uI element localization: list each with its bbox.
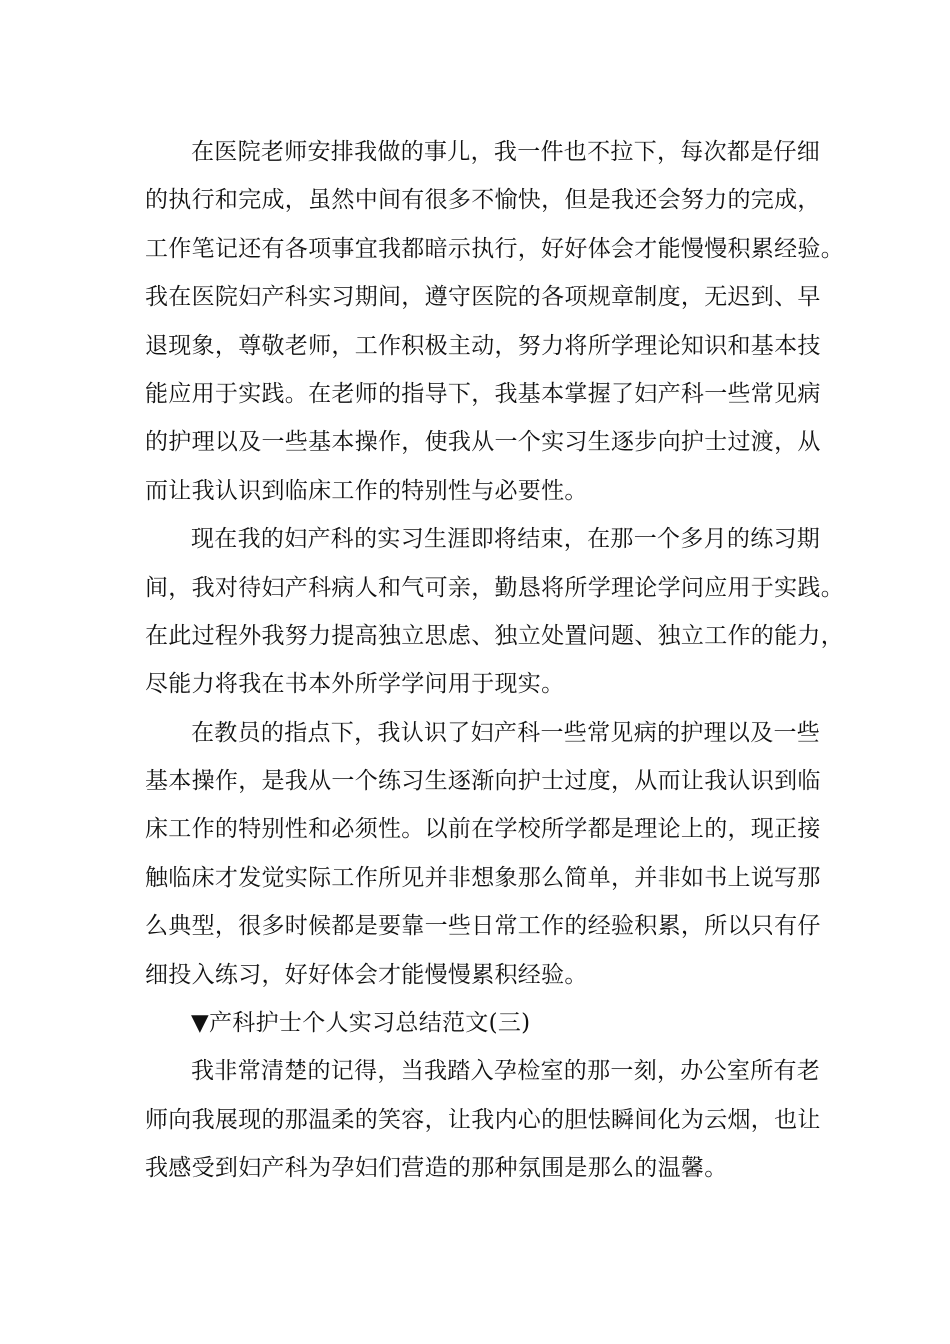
text-line: 能应用于实践。在老师的指导下，我基本掌握了妇产科一些常见病	[145, 380, 821, 407]
text-line: ▼产科护士个人实习总结范文(三)	[191, 1010, 531, 1037]
text-line: 的执行和完成，虽然中间有很多不愉快，但是我还会努力的完成，	[145, 187, 821, 214]
text-line: 退现象，尊敬老师，工作积极主动，努力将所学理论知识和基本技	[145, 332, 821, 359]
text-line: 么典型，很多时候都是要靠一些日常工作的经验积累，所以只有仔	[145, 913, 821, 940]
text-line: 而让我认识到临床工作的特别性与必要性。	[145, 477, 588, 504]
text-line: 我感受到妇产科为孕妇们营造的那种氛围是那么的温馨。	[145, 1155, 728, 1182]
text-line: 尽能力将我在书本外所学学问用于现实。	[145, 671, 565, 698]
text-line: 间，我对待妇产科病人和气可亲，勤恳将所学理论学问应用于实践。	[145, 574, 844, 601]
text-line: 现在我的妇产科的实习生涯即将结束，在那一个多月的练习期	[191, 526, 821, 553]
text-line: 我在医院妇产科实习期间，遵守医院的各项规章制度，无迟到、早	[145, 284, 821, 311]
text-line: 的护理以及一些基本操作，使我从一个实习生逐步向护士过渡，从	[145, 429, 821, 456]
text-line: 师向我展现的那温柔的笑容，让我内心的胆怯瞬间化为云烟，也让	[145, 1106, 821, 1133]
text-line: 在医院老师安排我做的事儿，我一件也不拉下，每次都是仔细	[191, 139, 821, 165]
text-line: 触临床才发觉实际工作所见并非想象那么简单，并非如书上说写那	[145, 864, 821, 891]
document-body	[145, 128, 844, 1193]
text-line: 工作笔记还有各项事宜我都暗示执行，好好体会才能慢慢积累经验。	[145, 235, 844, 262]
text-line: 在此过程外我努力提高独立思虑、独立处置问题、独立工作的能力，	[145, 622, 844, 649]
text-line: 我非常清楚的记得，当我踏入孕检室的那一刻，办公室所有老	[191, 1058, 821, 1085]
text-line: 基本操作，是我从一个练习生逐渐向护士过度，从而让我认识到临	[145, 768, 821, 795]
text-line: 细投入练习，好好体会才能慢慢累积经验。	[145, 961, 588, 988]
text-line: 床工作的特别性和必须性。以前在学校所学都是理论上的，现正接	[145, 816, 821, 843]
text-line: 在教员的指点下，我认识了妇产科一些常见病的护理以及一些	[191, 719, 821, 746]
